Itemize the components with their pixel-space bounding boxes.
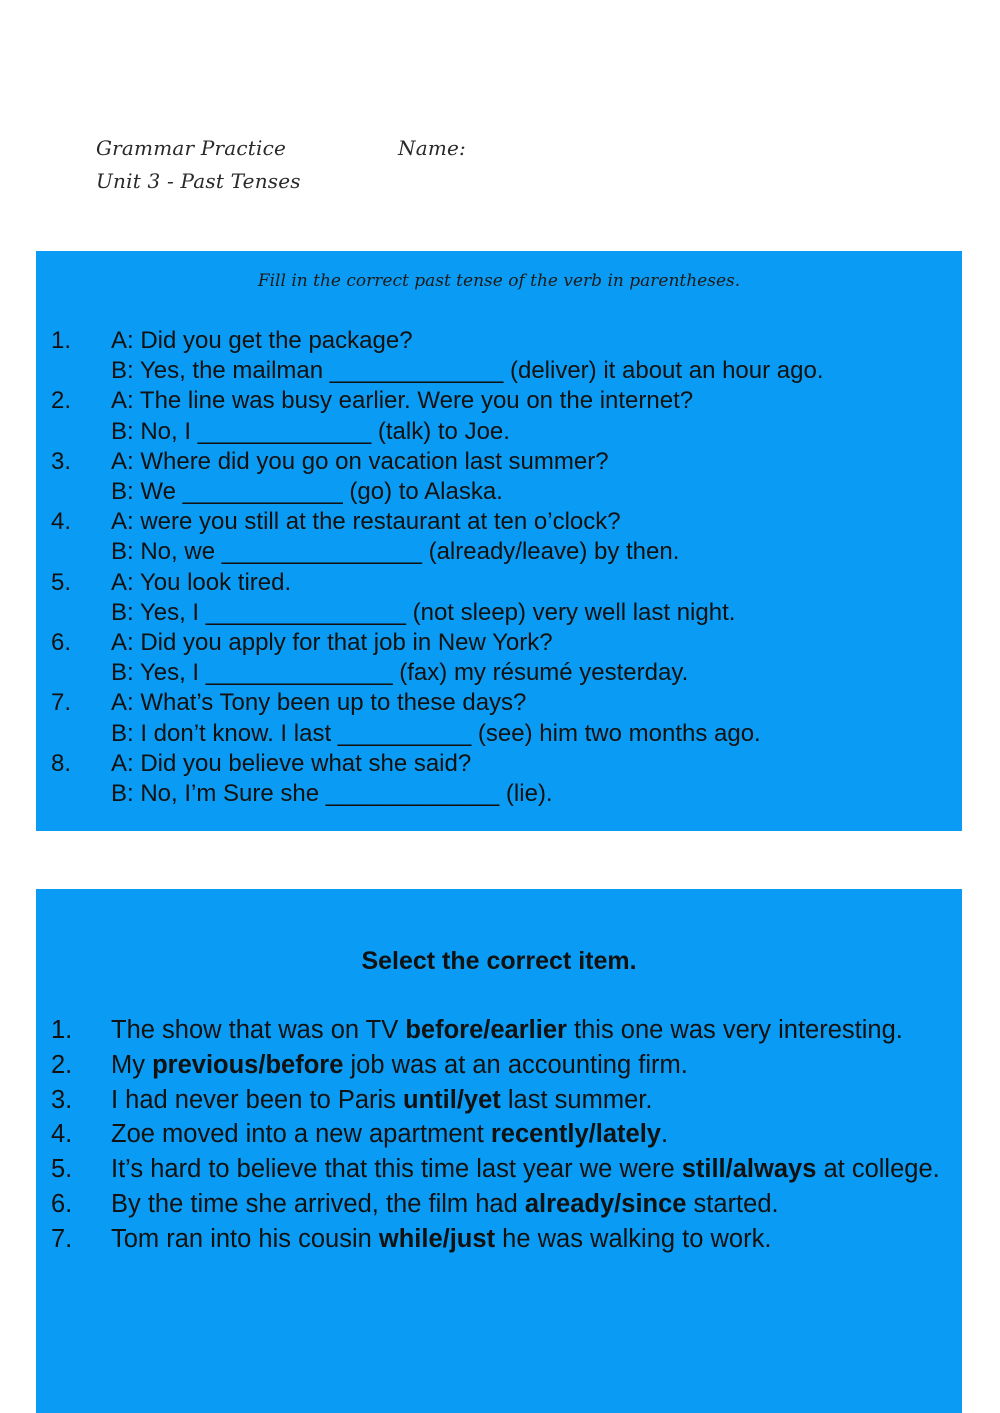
choice-option: still/always: [681, 1155, 817, 1184]
list-item: [36, 749, 962, 809]
sentence-end: job was at an accounting firm.: [343, 1050, 688, 1079]
item-number: 1.: [51, 327, 72, 354]
choice-option: until/yet: [403, 1085, 501, 1114]
item-number: 6.: [51, 1189, 73, 1218]
fill-in-instruction: Fill in the correct past tense of the verb in parentheses.: [257, 271, 741, 291]
select-exercise-panel: [36, 889, 962, 1413]
select-list: [36, 1013, 962, 1257]
sentence: [111, 1083, 942, 1118]
sentence: [111, 1117, 942, 1152]
list-item: [36, 507, 962, 567]
answer-line: B: No, I’m Sure she _____________ (lie).: [111, 780, 553, 808]
sentence: [111, 1222, 942, 1257]
item-number: 1.: [51, 1016, 73, 1044]
answer-line: B: No, I _____________ (talk) to Joe.: [111, 417, 510, 445]
list-item: [36, 1013, 962, 1048]
question-line: A: You look tired.: [111, 568, 292, 596]
item-number: 6.: [51, 629, 72, 657]
sentence-start: Tom ran into his cousin: [111, 1224, 379, 1253]
item-number: 3.: [51, 447, 72, 475]
sentence-start: The show that was on TV: [111, 1016, 406, 1044]
question-line: A: Did you apply for that job in New York?: [111, 629, 553, 657]
list-item: [36, 1152, 962, 1187]
unit-label: Unit 3 - Past Tenses: [96, 169, 301, 193]
sentence: [111, 1013, 942, 1048]
name-label: Name:: [398, 136, 466, 160]
fill-in-list: [36, 326, 962, 809]
item-number: 4.: [51, 1120, 73, 1149]
answer-line: B: Yes, the mailman _____________ (deliver) it about an hour ago.: [111, 357, 824, 385]
sentence-start: I had never been to Paris: [111, 1085, 404, 1114]
item-number: 5.: [51, 1155, 73, 1184]
choice-option: before/earlier: [405, 1016, 567, 1044]
list-item: [36, 1048, 962, 1083]
item-number: 4.: [51, 508, 72, 536]
sentence-start: Zoe moved into a new apartment: [111, 1120, 491, 1149]
choice-option: previous/before: [152, 1050, 344, 1079]
question-line: A: were you still at the restaurant at ten o’clock?: [111, 508, 621, 536]
list-item: [36, 326, 962, 386]
sentence-end: last summer.: [500, 1085, 653, 1114]
answer-line: B: Yes, I _______________ (not sleep) very well last night.: [111, 598, 736, 626]
list-item: [36, 628, 962, 688]
question-line: A: Did you get the package?: [111, 327, 413, 354]
select-instruction: Select the correct item.: [361, 947, 637, 975]
list-item: [36, 568, 962, 628]
item-number: 2.: [51, 387, 72, 415]
sentence: [111, 1152, 942, 1187]
sentence-end: this one was very interesting.: [566, 1016, 903, 1044]
answer-line: B: Yes, I ______________ (fax) my résumé yesterday.: [111, 659, 689, 687]
fill-in-exercise-panel: [36, 251, 962, 831]
answer-line: B: No, we _______________ (already/leave) by then.: [111, 538, 680, 566]
item-number: 7.: [51, 689, 72, 717]
worksheet-title: Grammar Practice: [96, 136, 287, 160]
item-number: 3.: [51, 1085, 73, 1114]
list-item: [36, 688, 962, 748]
choice-option: recently/lately: [490, 1120, 661, 1149]
question-line: A: Where did you go on vacation last summer?: [111, 447, 609, 475]
answer-line: B: We ____________ (go) to Alaska.: [111, 478, 503, 506]
sentence-end: .: [660, 1120, 669, 1149]
sentence-end: started.: [686, 1189, 779, 1218]
question-line: A: Did you believe what she said?: [111, 749, 472, 777]
sentence-start: My: [111, 1050, 153, 1079]
sentence-start: It’s hard to believe that this time last year we were: [111, 1155, 682, 1184]
list-item: [36, 1117, 962, 1152]
item-number: 8.: [51, 749, 72, 777]
choice-option: already/since: [524, 1189, 687, 1218]
sentence-end: at college.: [816, 1155, 940, 1184]
sentence-start: By the time she arrived, the film had: [111, 1189, 525, 1218]
answer-line: B: I don’t know. I last __________ (see) him two months ago.: [111, 719, 761, 747]
list-item: [36, 386, 962, 446]
list-item: [36, 1187, 962, 1222]
sentence: [111, 1187, 942, 1222]
list-item: [36, 1083, 962, 1118]
item-number: 2.: [51, 1050, 73, 1079]
sentence: [111, 1048, 942, 1083]
list-item: [36, 447, 962, 507]
item-number: 7.: [51, 1224, 73, 1253]
item-number: 5.: [51, 568, 72, 596]
question-line: A: What’s Tony been up to these days?: [111, 689, 527, 717]
sentence-end: he was walking to work.: [495, 1224, 772, 1253]
list-item: [36, 1222, 962, 1257]
choice-option: while/just: [378, 1224, 496, 1253]
question-line: A: The line was busy earlier. Were you on the internet?: [111, 387, 694, 415]
